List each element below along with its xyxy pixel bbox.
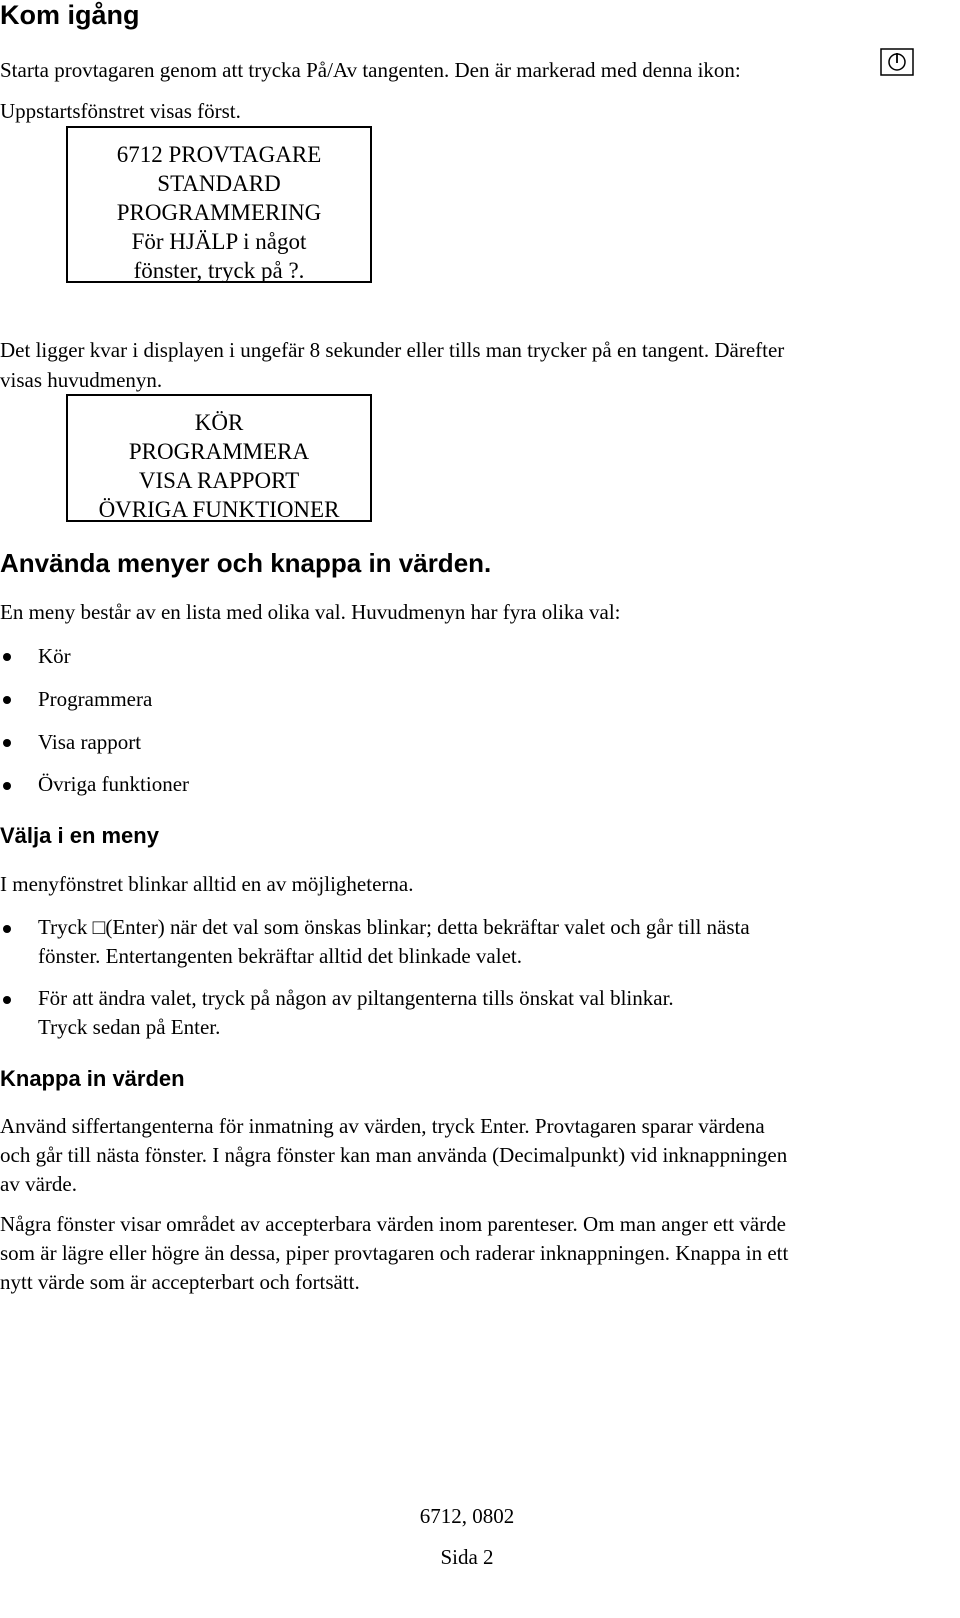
startup-screen-line: För HJÄLP i något	[131, 229, 307, 254]
menu-option-item: Programmera	[38, 687, 153, 711]
bullet-icon	[3, 782, 11, 790]
section-heading-select: Välja i en meny	[0, 823, 159, 848]
main-menu-display	[66, 394, 372, 522]
section-heading-values: Knappa in värden	[0, 1066, 185, 1091]
bullet-icon	[3, 739, 11, 747]
startup-screen-line: STANDARD	[157, 171, 281, 196]
menu-option-item: Övriga funktioner	[38, 772, 190, 796]
main-menu-line: VISA RAPPORT	[138, 468, 300, 493]
select-bullet-line: Tryck □(Enter) när det val som önskas blinkar; detta bekräftar valet och går till nästa	[38, 915, 750, 939]
display-paragraph-line: Det ligger kvar i displayen i ungefär 8 sekunder eller tills man trycker på en tangent. Därefter	[0, 338, 785, 362]
startup-screen-line: fönster, tryck på ?.	[133, 258, 305, 283]
startup-screen-line: PROGRAMMERING	[116, 200, 322, 225]
select-intro-text: I menyfönstret blinkar alltid en av möjligheterna.	[0, 872, 414, 896]
display-paragraph-line: visas huvudmenyn.	[0, 368, 163, 392]
values-paragraph-line: Några fönster visar området av accepterbara värden inom parenteser. Om man anger ett värde	[0, 1212, 786, 1236]
power-icon	[880, 48, 914, 76]
main-menu-line: ÖVRIGA FUNKTIONER	[98, 497, 340, 522]
startup-screen-line: 6712 PROVTAGARE	[116, 142, 322, 167]
footer-doc-id: 6712, 0802	[419, 1504, 515, 1528]
main-menu-line: PROGRAMMERA	[128, 439, 310, 464]
select-bullet-line: Tryck sedan på Enter.	[38, 1015, 221, 1039]
values-paragraph-line: av värde.	[0, 1172, 77, 1196]
values-paragraph-line: nytt värde som är accepterbart och fortsätt.	[0, 1270, 360, 1294]
values-paragraph-line: som är lägre eller högre än dessa, piper provtagaren och raderar inknappningen. Knappa in ett	[0, 1241, 789, 1265]
menu-option-item: Kör	[38, 644, 71, 668]
intro-text-2: Uppstartsfönstret visas först.	[0, 99, 241, 123]
select-bullet-line: För att ändra valet, tryck på någon av piltangenterna tills önskat val blinkar.	[38, 986, 674, 1010]
intro-text: Starta provtagaren genom att trycka På/Av tangenten. Den är markerad med denna ikon:	[0, 58, 741, 82]
bullet-icon	[3, 653, 11, 661]
startup-screen-display	[66, 126, 372, 283]
menu-option-item: Visa rapport	[38, 730, 142, 754]
bullet-icon	[3, 696, 11, 704]
menu-intro-text: En meny består av en lista med olika val. Huvudmenyn har fyra olika val:	[0, 600, 621, 624]
bullet-icon	[3, 996, 11, 1004]
values-paragraph-line: och går till nästa fönster. I några fönster kan man använda (Decimalpunkt) vid inknappningen	[0, 1143, 788, 1167]
bullet-icon	[3, 925, 11, 933]
section-heading-kom-igang: Kom igång	[0, 0, 140, 30]
section-heading-menus: Använda menyer och knappa in värden.	[0, 548, 492, 578]
select-bullet-line: fönster. Entertangenten bekräftar alltid det blinkade valet.	[38, 944, 522, 968]
values-paragraph-line: Använd siffertangenterna för inmatning av värden, tryck Enter. Provtagaren sparar värdena	[0, 1114, 765, 1138]
footer-page-number: Sida 2	[440, 1545, 494, 1569]
main-menu-line: KÖR	[194, 410, 244, 435]
